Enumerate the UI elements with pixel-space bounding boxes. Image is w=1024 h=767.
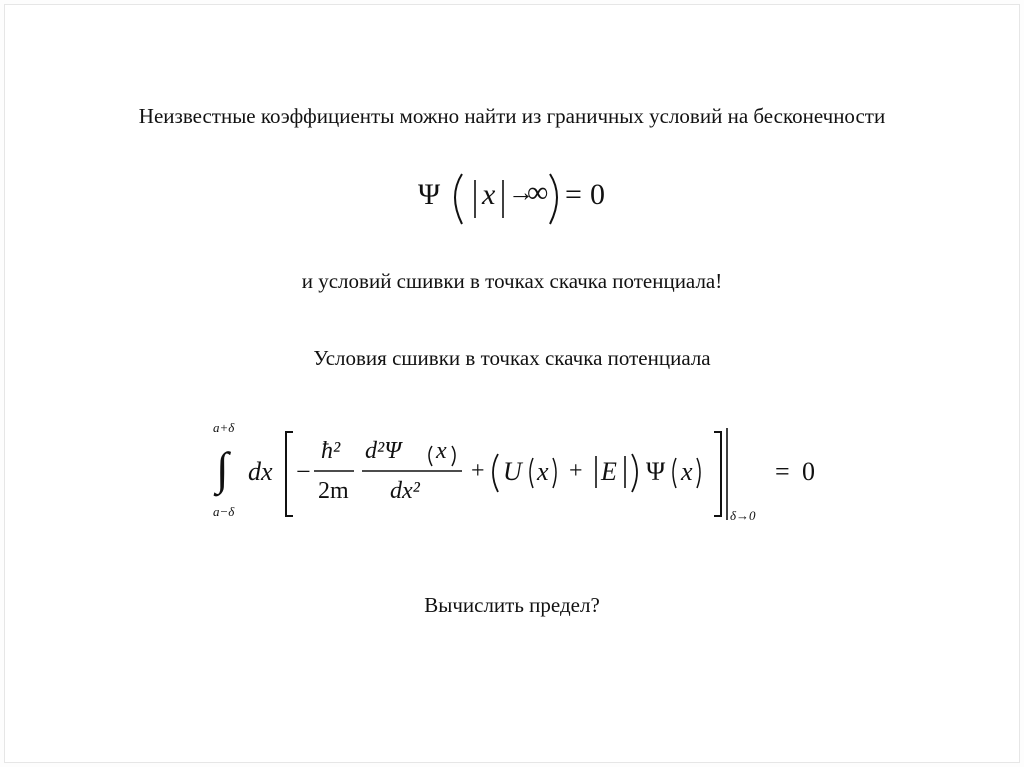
zero-value: 0: [590, 178, 605, 211]
psi-symbol: Ψ: [418, 178, 441, 211]
psi-symbol-2: Ψ: [646, 457, 666, 486]
dx-squared: dx²: [390, 478, 420, 504]
equals-sign-2: =: [775, 457, 790, 486]
equals-sign: =: [565, 178, 582, 211]
text-matching-conditions-heading: Условия сшивки в точках скачка потенциала: [313, 346, 711, 370]
potential-x: x: [537, 457, 549, 486]
potential-U: U: [503, 457, 522, 486]
limit-delta-to-zero: δ→0: [730, 508, 756, 523]
integral-sign: ∫: [216, 443, 229, 494]
dx-differential: dx: [248, 457, 273, 486]
minus-sign: −: [296, 457, 311, 486]
text-matching-conditions-note: и условий сшивки в точках скачка потенциала!: [301, 269, 723, 293]
hbar-squared: ħ²: [321, 438, 341, 464]
energy-E: E: [601, 457, 617, 486]
arrow-symbol: →: [508, 178, 534, 207]
matching-condition-formula: [200, 412, 840, 542]
zero-value-2: 0: [802, 457, 815, 486]
two-m: 2m: [318, 478, 349, 504]
plus-sign-1: +: [471, 458, 485, 484]
d2-psi: d²Ψ: [365, 438, 402, 464]
text-compute-limit: Вычислить предел?: [424, 593, 600, 617]
numerator-x: x: [436, 438, 447, 464]
infinity-symbol: ∞: [527, 176, 549, 209]
psi-argument-x: x: [681, 457, 693, 486]
integral-upper-limit: a+δ: [213, 420, 235, 435]
boundary-condition-formula: [400, 168, 640, 238]
text-unknown-coefficients: Неизвестные коэффициенты можно найти из граничных условий на бесконечности: [138, 104, 886, 128]
plus-sign-2: +: [569, 458, 583, 484]
x-variable: x: [482, 178, 496, 211]
integral-lower-limit: a−δ: [213, 504, 235, 519]
